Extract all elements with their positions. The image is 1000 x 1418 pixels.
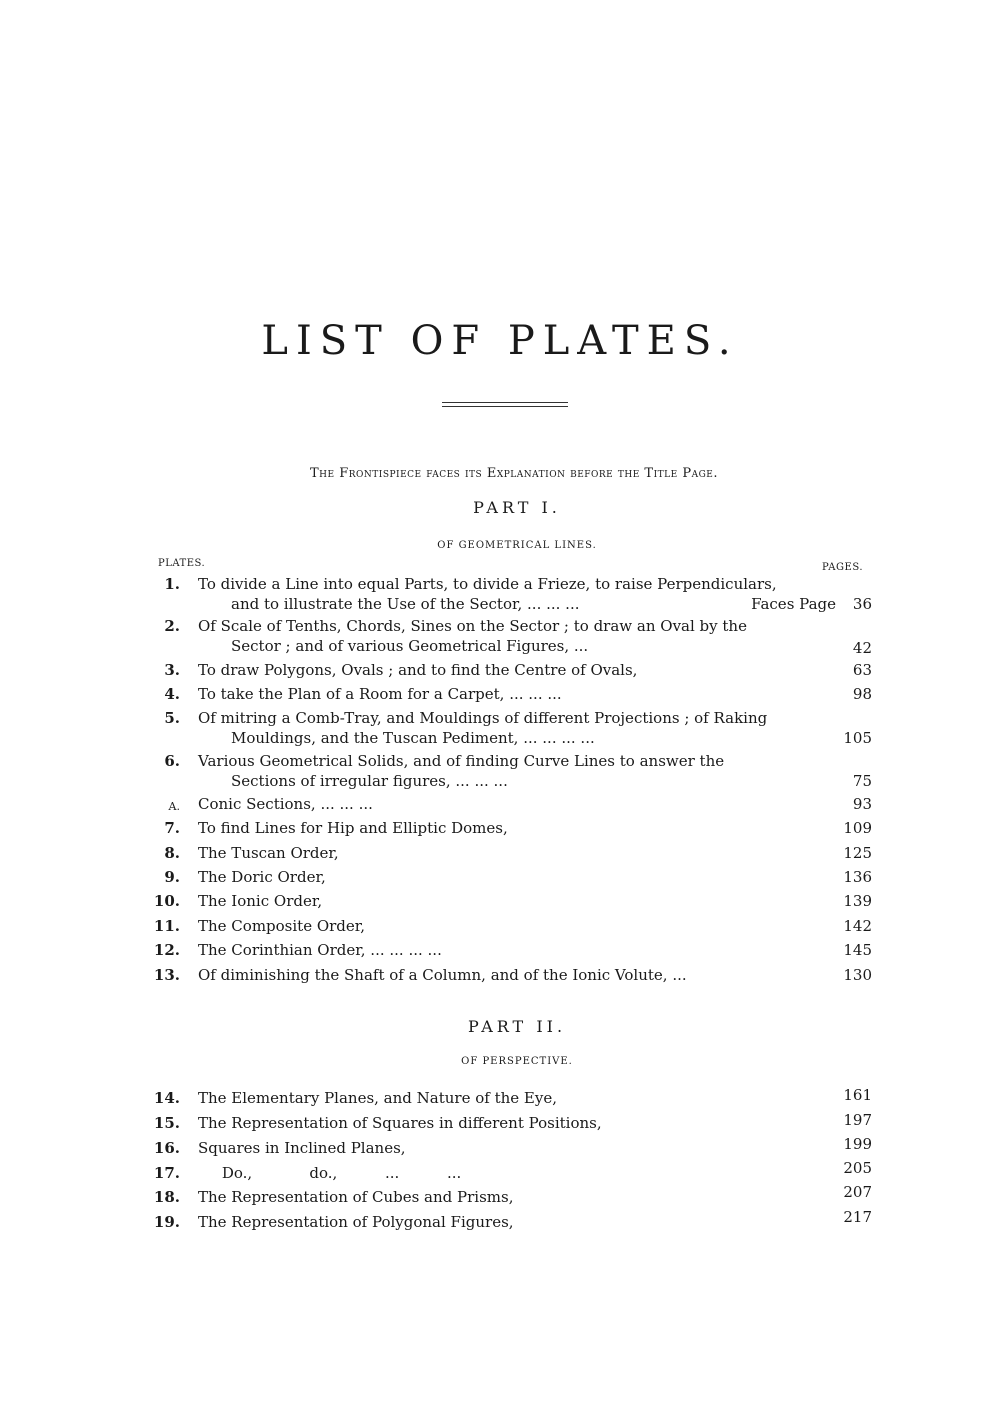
page-number: 109 [843,819,872,837]
plate-number: 6. [164,752,180,770]
plate-entry [150,574,878,614]
page-number: 75 [852,772,872,790]
plate-title: The Corinthian Order, ... ... ... ... [198,941,442,959]
plate-number: 10. [153,892,180,910]
faces-page-label: Faces Page [751,595,836,613]
plate-title: Conic Sections, ... ... ... [198,795,373,813]
plate-title: The Doric Order, [198,868,326,886]
part1-subheading: OF GEOMETRICAL LINES. [437,540,597,551]
page-number: 125 [843,844,872,862]
part2-heading: PART II. [467,1017,567,1036]
plate-title-continued: Sector ; and of various Geometrical Figures, ... [231,637,589,655]
page-number: 105 [843,729,872,747]
plate-title: To divide a Line into equal Parts, to divide a Frieze, to raise Perpendiculars, [198,575,777,593]
plate-number: 14. [153,1089,180,1107]
plate-title: Do., do., ... ... [198,1164,462,1182]
plate-title: To draw Polygons, Ovals ; and to find the Centre of Ovals, [198,661,638,679]
plate-title: To find Lines for Hip and Elliptic Domes, [198,819,508,837]
frontispiece-note: The Frontispiece faces its Explanation before the Title Page. [310,466,718,481]
page-number: 136 [843,868,872,886]
title-rule-top [442,402,568,403]
plate-number: 7. [164,819,180,837]
plate-entry [150,616,878,656]
page-number: 130 [843,966,872,984]
plate-title: The Ionic Order, [198,892,323,910]
plate-title-continued: and to illustrate the Use of the Sector, ... ... ... [231,595,580,613]
plate-title-continued: Mouldings, and the Tuscan Pediment, ... ... ... ... [231,729,595,747]
plate-entry [150,751,878,791]
page-number: 139 [843,892,872,910]
plate-number: 13. [153,966,180,984]
part2-subheading: OF PERSPECTIVE. [461,1056,573,1067]
page-number: 142 [843,917,872,935]
plate-entry [150,708,878,748]
page-number: 217 [843,1208,872,1226]
plate-title: Squares in Inclined Planes, [198,1139,406,1157]
plate-number: A. [168,800,180,813]
page-title: LIST OF PLATES. [261,318,739,364]
plate-title: Of diminishing the Shaft of a Column, and of the Ionic Volute, ... [198,966,687,984]
plate-number: 18. [153,1188,180,1206]
plate-title: The Representation of Cubes and Prisms, [198,1188,514,1206]
plate-number: 17. [153,1164,180,1182]
page-number: 207 [843,1183,872,1201]
plate-title: The Tuscan Order, [198,844,339,862]
part1-heading: PART I. [473,498,561,517]
plate-number: 19. [153,1213,180,1231]
pages-column-label: PAGES. [822,562,863,573]
page-number: 42 [852,639,872,657]
page-number: 161 [843,1086,872,1104]
plate-number: 5. [164,709,180,727]
plate-title: The Representation of Polygonal Figures, [198,1213,514,1231]
plate-number: 2. [164,617,180,635]
page-number: 36 [852,595,872,613]
plate-title: The Representation of Squares in different Positions, [198,1114,602,1132]
page-number: 145 [843,941,872,959]
plate-number: 8. [164,844,180,862]
plates-column-label: PLATES. [158,558,206,569]
plate-number: 11. [153,917,180,935]
plate-number: 3. [164,661,180,679]
plate-title: The Composite Order, [198,917,366,935]
plate-number: 9. [164,868,180,886]
plate-title: The Elementary Planes, and Nature of the Eye, [198,1089,557,1107]
page-number: 197 [843,1111,872,1129]
page-number: 199 [843,1135,872,1153]
page-number: 63 [852,661,872,679]
plate-number: 16. [153,1139,180,1157]
plate-title: Of Scale of Tenths, Chords, Sines on the Sector ; to draw an Oval by the [198,617,747,635]
plate-title: Of mitring a Comb-Tray, and Mouldings of different Projections ; of Raking [198,709,768,727]
title-rule-bottom [442,406,568,407]
page-number: 93 [852,795,872,813]
page-number: 205 [843,1159,872,1177]
page-number: 98 [852,685,872,703]
plate-number: 15. [153,1114,180,1132]
plate-number: 1. [164,575,180,593]
plate-number: 12. [153,941,180,959]
plate-title-continued: Sections of irregular figures, ... ... ... [231,772,508,790]
plate-number: 4. [164,685,180,703]
plate-title: Various Geometrical Solids, and of finding Curve Lines to answer the [198,752,725,770]
plate-title: To take the Plan of a Room for a Carpet, ... ... ... [198,685,562,703]
